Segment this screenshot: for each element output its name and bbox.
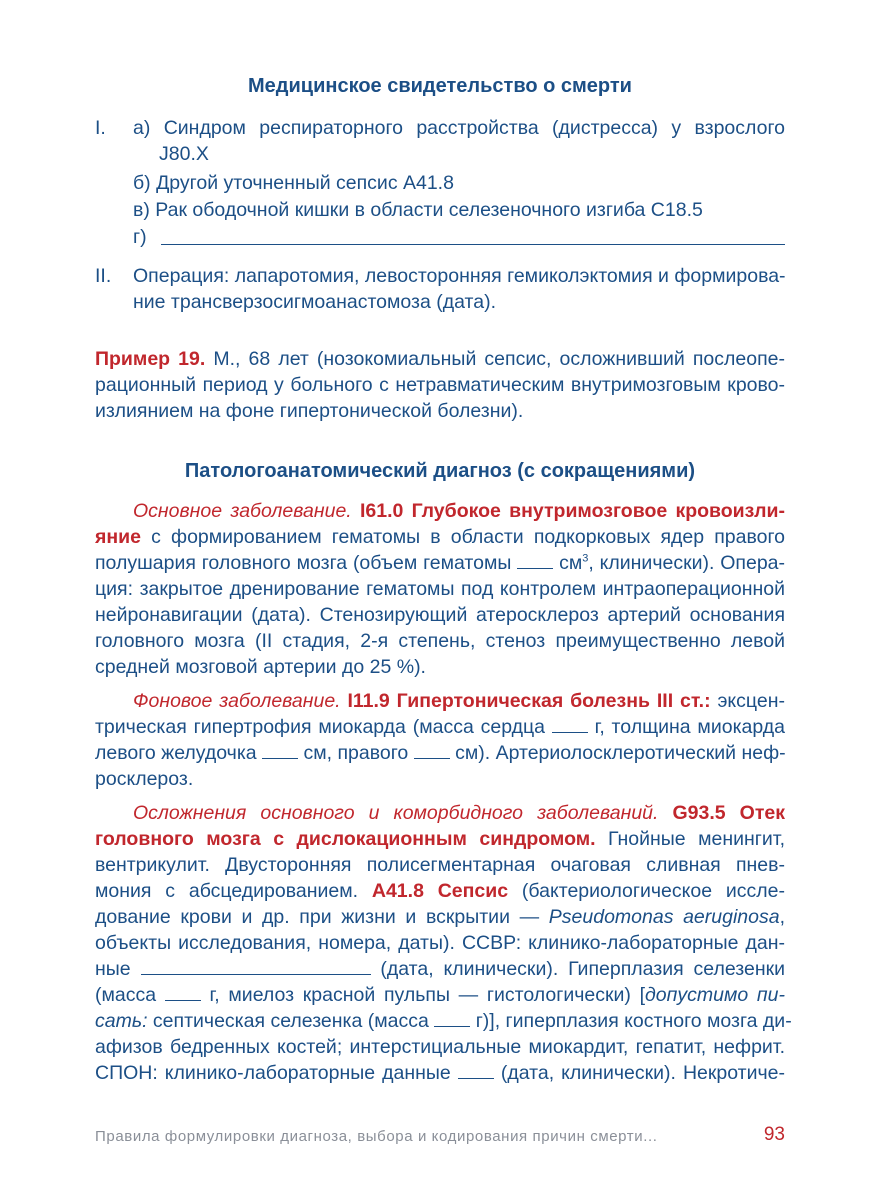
complications-line8-italic: допустимо пи- [645, 984, 785, 1006]
background-disease-paragraph [95, 688, 785, 792]
complications-line7a: ные [95, 958, 131, 980]
page-number: 93 [763, 1124, 785, 1145]
example-line3: излиянием на фоне гипертонической болезни). [95, 400, 524, 422]
example-paragraph [95, 346, 785, 424]
main-disease-paragraph [95, 498, 785, 680]
cause-v: в) Рак ободочной кишки в области селезеночного изгиба С18.5 [133, 199, 703, 221]
blank-heart-mass [552, 714, 588, 733]
complications-line2: Гнойные менингит, [595, 828, 785, 850]
blank-spleen-mass [165, 982, 201, 1001]
complications-line8b: г, миелоз красной пульпы — гистологически) [ [209, 984, 646, 1006]
complications-line7b: (дата, клинически). Гиперплазия селезенки [380, 958, 786, 980]
complications-line9a: септическая селезенка (масса [147, 1010, 429, 1032]
example-line1: М., 68 лет (нозокомиальный сепсис, осложнивший послеопе- [205, 348, 785, 370]
main-line7: средней мозговой артерии до 25 %). [95, 656, 426, 678]
certificate-part-two [133, 263, 785, 315]
operation-line2: ние трансверзосигмоанастомоза (дата). [133, 291, 497, 313]
sepsis-code: А41.8 Сепсис [371, 880, 509, 902]
pathogen-name: Pseudomonas aeruginosa [548, 906, 780, 928]
complications-line9-italic: сать: [95, 1010, 148, 1032]
main-disease-code-cont: яние [95, 526, 141, 548]
background-line2a: трическая гипертрофия миокарда (масса сердца [95, 716, 545, 738]
complications-line3: вентрикулит. Двусторонняя полисегментарная очаговая сливная пнев- [95, 854, 785, 876]
background-code: I11.9 Гипертоническая болезнь III ст.: [347, 690, 711, 712]
cause-g: г) [133, 226, 147, 248]
blank-spon-data [458, 1060, 494, 1079]
complications-line9b: г)], гиперплазия костного мозга ди- [475, 1010, 792, 1032]
blank-septic-spleen-mass [434, 1008, 470, 1027]
complications-code: G93.5 Отек [672, 802, 785, 824]
running-footer: Правила формулировки диагноза, выбора и кодирования причин смерти... [95, 1128, 658, 1145]
complications-line4b: (бактериологическое иссле- [508, 880, 786, 902]
background-line3c: см). Артериолосклеротический неф- [455, 742, 786, 764]
main-disease-label: Основное заболевание. [133, 500, 352, 522]
complications-line11b: (дата, клинически). Некротиче- [500, 1062, 786, 1084]
main-line3-sup: 3 [582, 552, 589, 565]
blank-left-ventricle [262, 740, 298, 759]
complications-line6: объекты исследования, номера, даты). ССВР: клинико-лабораторные дан- [95, 932, 785, 954]
example-label: Пример 19. [95, 348, 206, 370]
cause-g-blank [161, 244, 785, 245]
complications-line4a: мония с абсцедированием. [95, 880, 359, 902]
main-disease-code: I61.0 Глубокое внутримозговое кровоизли- [359, 500, 785, 522]
certificate-title: Медицинское свидетельство о смерти [248, 75, 632, 97]
diagnosis-title: Патологоанатомический диагноз (с сокращениями) [184, 460, 696, 482]
main-line3a: полушария головного мозга (объем гематомы [95, 552, 512, 574]
blank-hematoma-volume [517, 550, 553, 569]
main-line3c: , клинически). Опера- [588, 552, 786, 574]
example-line2: рационный период у больного с нетравматическим внутримозговым крово- [95, 374, 785, 396]
background-line1: эксцен- [710, 690, 785, 712]
main-line4: ция: закрытое дренирование гематомы под контролем интраоперационной [95, 578, 785, 600]
complications-label: Осложнения основного и коморбидного заболеваний. [133, 802, 659, 824]
background-line2b: г, толщина миокарда [594, 716, 785, 738]
complications-code-cont: головного мозга с дислокационным синдромом. [95, 828, 596, 850]
part-two-label: II. [95, 265, 112, 287]
background-line4: росклероз. [95, 768, 194, 790]
background-line3b: см, правого [303, 742, 409, 764]
operation-line1: Операция: лапаротомия, левосторонняя гемиколэктомия и формирова- [133, 265, 786, 287]
complications-line5b: , [779, 906, 786, 928]
complications-line5a: дование крови и др. при жизни и вскрытии — [95, 906, 540, 928]
blank-right-ventricle [414, 740, 450, 759]
main-line6: головного мозга (II стадия, 2-я степень, стеноз преимущественно левой [95, 630, 785, 652]
blank-lab-data [141, 956, 371, 975]
complications-line11a: СПОН: клинико-лабораторные данные [95, 1062, 451, 1084]
complications-line10: афизов бедренных костей; интерстициальные миокардит, гепатит, нефрит. [95, 1036, 785, 1058]
part-one-label: I. [95, 117, 106, 139]
cause-a-line2: J80.X [159, 143, 209, 165]
background-line3a: левого желудочка [95, 742, 257, 764]
background-label: Фоновое заболевание. [133, 690, 341, 712]
main-line3b: см [559, 552, 583, 574]
cause-a-line1: а) Синдром респираторного расстройства (дистресса) у взрослого [133, 117, 785, 139]
cause-b: б) Другой уточненный сепсис А41.8 [133, 172, 454, 194]
complications-paragraph [95, 800, 792, 1086]
main-line2: с формированием гематомы в области подкорковых ядер правого [141, 526, 785, 548]
certificate-part-one [133, 115, 785, 250]
complications-line8a: (масса [95, 984, 157, 1006]
main-line5: нейронавигации (дата). Стенозирующий атеросклероз артерий основания [95, 604, 785, 626]
